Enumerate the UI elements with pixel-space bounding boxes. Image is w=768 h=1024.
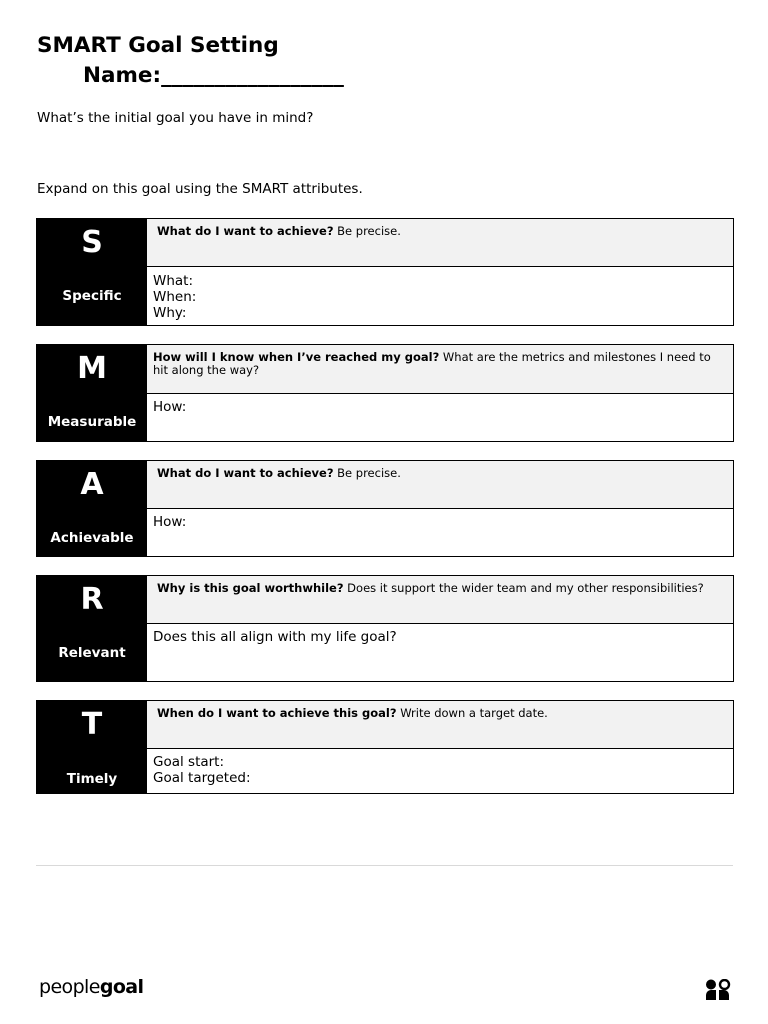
section-answer-area[interactable] <box>147 509 733 556</box>
section-question <box>147 461 733 509</box>
question-bold: Why is this goal worthwhile? <box>157 581 344 595</box>
section-answer-area[interactable] <box>147 267 733 325</box>
question-bold: What do I want to achieve? <box>157 224 334 238</box>
section-word: Measurable <box>47 414 137 430</box>
section-word: Timely <box>66 771 118 787</box>
section-letter: R <box>80 582 104 617</box>
question-rest: Write down a target date. <box>396 706 548 720</box>
section-answer-area[interactable] <box>147 749 733 793</box>
question-bold: When do I want to achieve this goal? <box>157 706 397 720</box>
smart-section-measurable <box>36 344 734 442</box>
question-rest: Be precise. <box>333 224 401 238</box>
answer-line-alignment: Does this all align with my life goal? <box>153 629 397 645</box>
peoplegoal-mark-icon <box>705 979 731 1001</box>
footer-divider <box>36 865 733 866</box>
answer-line-what: What: <box>153 273 194 289</box>
section-question <box>147 219 733 267</box>
smart-section-achievable <box>36 460 734 557</box>
section-question <box>147 576 733 624</box>
initial-goal-prompt: What’s the initial goal you have in mind? <box>37 110 314 126</box>
letter-panel <box>37 345 147 441</box>
question-rest: Does it support the wider team and my other responsibilities? <box>343 581 704 595</box>
section-word: Specific <box>62 288 122 304</box>
expand-goal-prompt: Expand on this goal using the SMART attributes. <box>37 181 363 197</box>
section-question <box>147 701 733 749</box>
smart-section-specific <box>36 218 734 326</box>
letter-panel <box>37 576 147 681</box>
letter-panel <box>37 701 147 793</box>
section-letter: S <box>81 225 103 260</box>
answer-line-how: How: <box>153 514 187 530</box>
letter-panel <box>37 219 147 325</box>
question-rest: What are the metrics and milestones I need to hit along the way? <box>153 350 711 377</box>
answer-line-goal-start: Goal start: <box>153 754 225 770</box>
answer-line-when: When: <box>153 289 197 305</box>
page-title: SMART Goal Setting <box>37 33 279 58</box>
letter-panel <box>37 461 147 556</box>
peoplegoal-logo <box>39 976 143 998</box>
section-word: Relevant <box>58 645 126 661</box>
section-letter: T <box>81 707 103 742</box>
answer-line-why: Why: <box>153 305 187 321</box>
answer-line-how: How: <box>153 399 187 415</box>
smart-section-timely <box>36 700 734 794</box>
section-answer-area[interactable] <box>147 394 733 441</box>
logo-text-goal: goal <box>99 976 144 998</box>
section-question <box>147 345 733 394</box>
question-bold: How will I know when I’ve reached my goal? <box>153 350 440 364</box>
name-field-label: Name:_________________ <box>83 63 344 88</box>
question-bold: What do I want to achieve? <box>157 466 334 480</box>
section-answer-area[interactable] <box>147 624 733 681</box>
section-letter: A <box>80 467 104 502</box>
logo-text-people: people <box>39 976 100 998</box>
question-rest: Be precise. <box>333 466 401 480</box>
section-letter: M <box>77 351 107 386</box>
smart-section-relevant <box>36 575 734 682</box>
section-word: Achievable <box>50 530 134 546</box>
answer-line-goal-targeted: Goal targeted: <box>153 770 251 786</box>
